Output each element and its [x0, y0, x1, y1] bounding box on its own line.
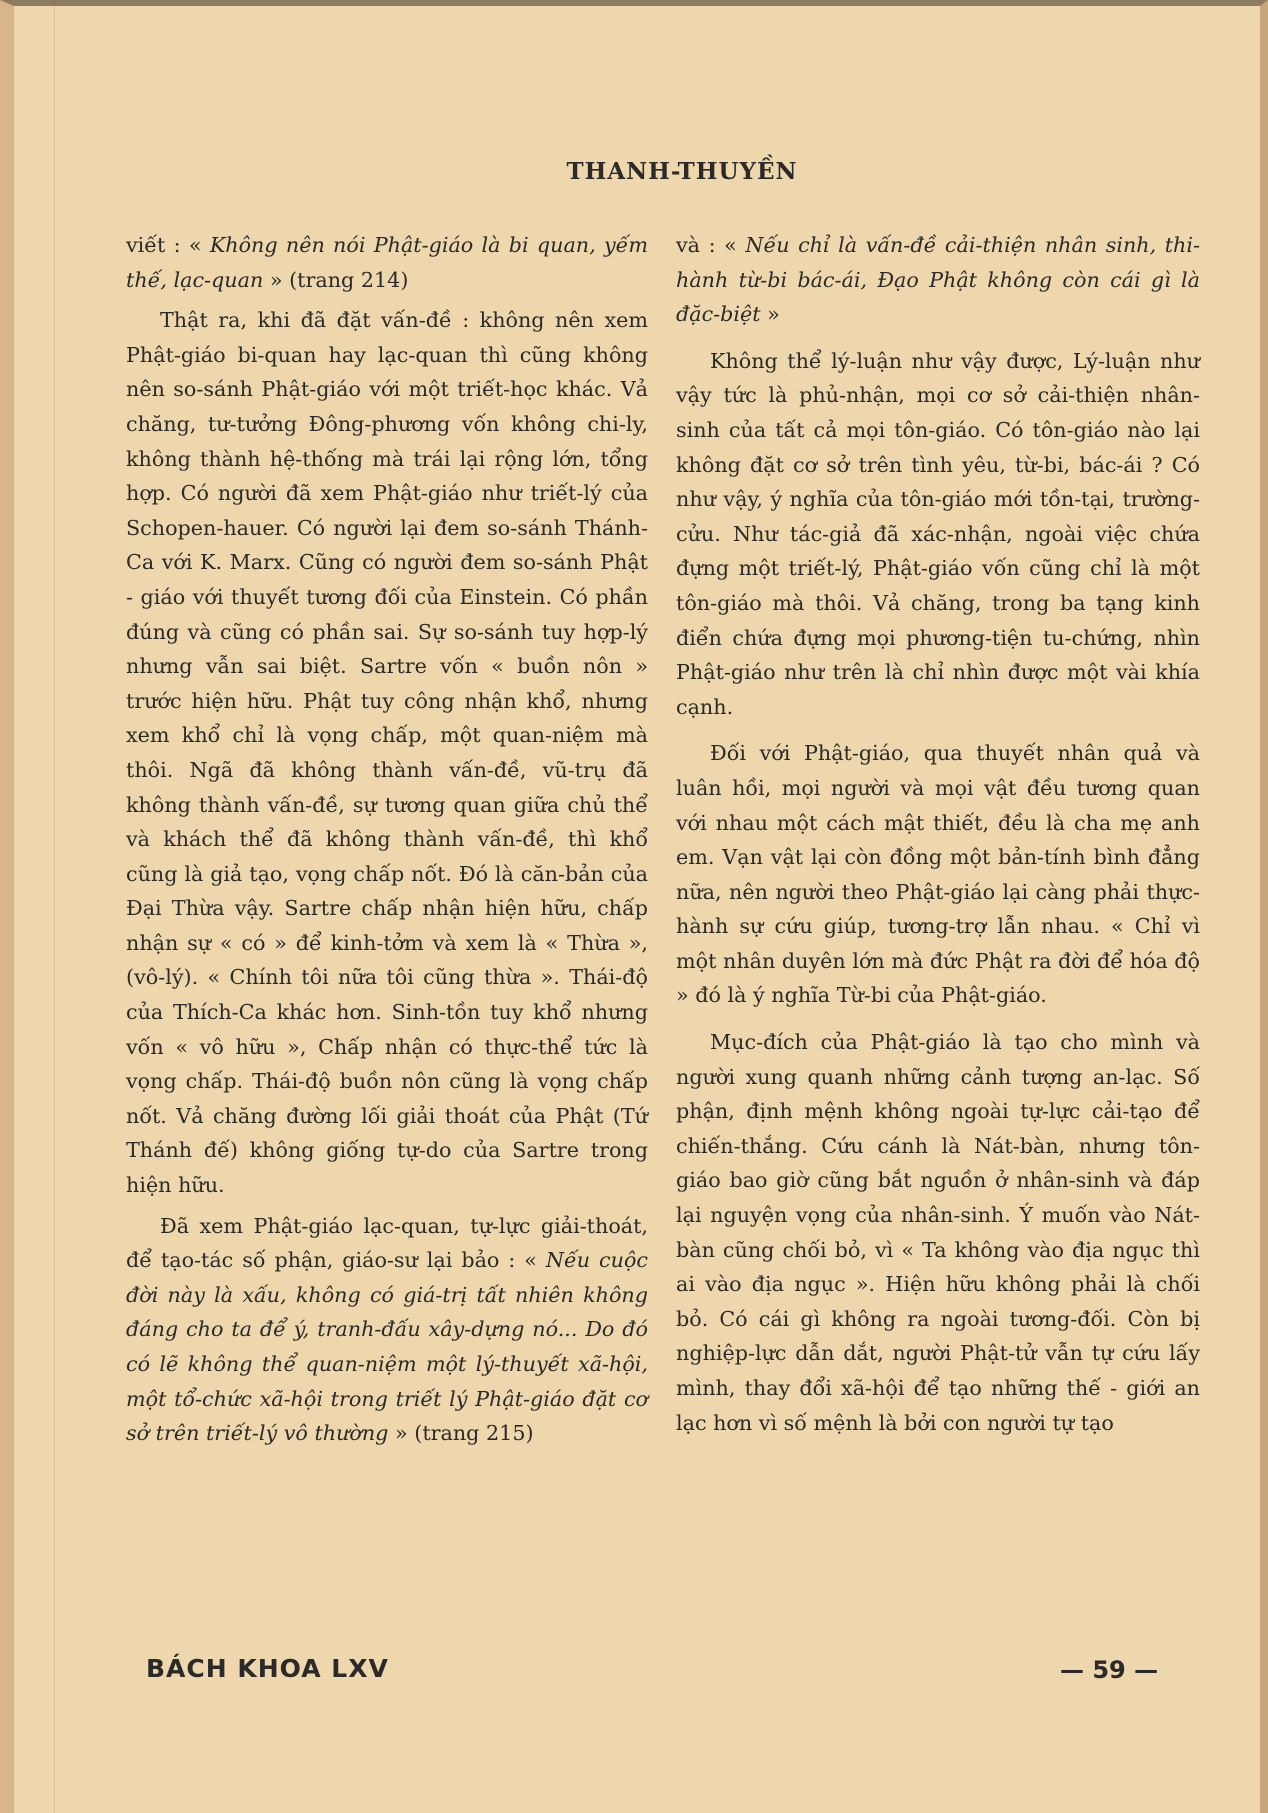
- quote-text: Không nên nói Phật-giáo là bi quan, yếm thế, lạc-quan: [126, 233, 648, 292]
- running-title: THANH-THUYỀN: [566, 158, 798, 185]
- quote-text: Nếu chỉ là vấn-đề cải-thiện nhân sinh, thi-hành từ-bi bác-ái, Đạo Phật không còn cái gì là đặc-biệt: [676, 233, 1200, 327]
- quote-text: Nếu cuộc đời này là xấu, không có giá-trị tất nhiên không đáng cho ta để ý, tranh-đấu xây-dựng nó... Do đó có lẽ không thể quan-niệm một lý-thuyết xã-hội, một tổ-chức xã-hội trong triết lý Phật-giáo đặt cơ sở trên triết-lý vô thường: [126, 1248, 648, 1446]
- paragraph-text: Đã xem Phật-giáo lạc-quan, tự-lực giải-thoát, để tạo-tác số phận, giáo-sư lại bảo : «: [126, 1213, 648, 1273]
- right-paragraph-1: [676, 228, 1200, 332]
- left-column: [126, 228, 648, 1451]
- right-column: [676, 228, 1200, 1440]
- left-paragraph-3: [126, 1209, 648, 1451]
- quote-citation: » (trang 215): [388, 1421, 534, 1446]
- magazine-title: BÁCH KHOA LXV: [146, 1654, 389, 1683]
- margin-line: [54, 6, 55, 1813]
- quote-close: »: [760, 302, 780, 327]
- quote-intro: viết : «: [126, 233, 210, 257]
- page-number: — 59 —: [1060, 1656, 1159, 1684]
- left-paragraph-2: Thật ra, khi đã đặt vấn-đề : không nên xem Phật-giáo bi-quan hay lạc-quan thì cũng không nên so-sánh Phật-giáo với một triết-học khác. Vả chăng, tư-tưởng Đông-phương vốn không chi-ly, không thành hệ-thống mà trái lại rộng lớn, tổng hợp. Có người đã xem Phật-giáo như triết-lý của Schopen-hauer. Có người lại đem so-sánh Thánh-Ca với K. Marx. Cũng có người đem so-sánh Phật - giáo với thuyết tương đối của Einstein. Có phần đúng và cũng có phần sai. Sự so-sánh tuy hợp-lý nhưng vẫn sai biệt. Sartre vốn « buồn nôn » trước hiện hữu. Phật tuy công nhận khổ, nhưng xem khổ chỉ là vọng chấp, một quan-niệm mà thôi. Ngã đã không thành vấn-đề, vũ-trụ đã không thành vấn-đề, sự tương quan giữa chủ thể và khách thể đã không thành vấn-đề, thì khổ cũng là giả tạo, vọng chấp nốt. Đó là căn-bản của Đại Thừa vậy. Sartre chấp nhận hiện hữu, chấp nhận sự « có » để kinh-tởm và xem là « Thừa », (vô-lý). « Chính tôi nữa tôi cũng thừa ». Thái-độ của Thích-Ca khác hơn. Sinh-tồn tuy khổ nhưng vốn « vô hữu », Chấp nhận có thực-thể tức là vọng chấp. Thái-độ buồn nôn cũng là vọng chấp nốt. Vả chăng đường lối giải thoát của Phật (Tứ Thánh đế) không giống tự-do của Sartre trong hiện hữu.: [126, 308, 648, 1198]
- quote-intro: và : «: [676, 233, 746, 257]
- right-paragraph-3: Đối với Phật-giáo, qua thuyết nhân quả và luân hồi, mọi người và mọi vật đều tương quan với nhau một cách mật thiết, đều là cha mẹ anh em. Vạn vật lại còn đồng một bản-tính bình đẳng nữa, nên người theo Phật-giáo lại càng phải thực-hành sự cứu giúp, tương-trợ lẫn nhau. « Chỉ vì một nhân duyên lớn mà đức Phật ra đời để hóa độ » đó là ý nghĩa Từ-bi của Phật-giáo.: [676, 741, 1200, 1008]
- quote-citation: » (trang 214): [263, 267, 409, 292]
- left-paragraph-1: [126, 228, 648, 297]
- right-paragraph-4: Mục-đích của Phật-giáo là tạo cho mình và người xung quanh những cảnh tượng an-lạc. Số phận, định mệnh không ngoài tự-lực cải-tạo để chiến-thắng. Cứu cánh là Nát-bàn, nhưng tôn-giáo bao giờ cũng bắt nguồn ở nhân-sinh và đáp lại nguyện vọng của nhân-sinh. Ý muốn vào Nát-bàn cũng chối bỏ, vì « Ta không vào địa ngục thì ai vào địa ngục ». Hiện hữu không phải là chối bỏ. Có cái gì không ra ngoài tương-đối. Còn bị nghiệp-lực dẫn dắt, người Phật-tử vẫn tự cứu lấy mình, thay đổi xã-hội để tạo những thế - giới an lạc hơn vì số mệnh là bởi con người tự tạo: [676, 1030, 1200, 1435]
- right-paragraph-2: Không thể lý-luận như vậy được, Lý-luận như vậy tức là phủ-nhận, mọi cơ sở cải-thiện nhân-sinh của tất cả mọi tôn-giáo. Có tôn-giáo nào lại không đặt cơ sở trên tình yêu, từ-bi, bác-ái ? Có như vậy, ý nghĩa của tôn-giáo mới tồn-tại, trường-cửu. Như tác-giả đã xác-nhận, ngoài việc chứa đựng một triết-lý, Phật-giáo vốn cũng chỉ là một tôn-giáo mà thôi. Vả chăng, trong ba tạng kinh điển chứa đựng mọi phương-tiện tu-chứng, nhìn Phật-giáo như trên là chỉ nhìn được một vài khía cạnh.: [676, 348, 1200, 719]
